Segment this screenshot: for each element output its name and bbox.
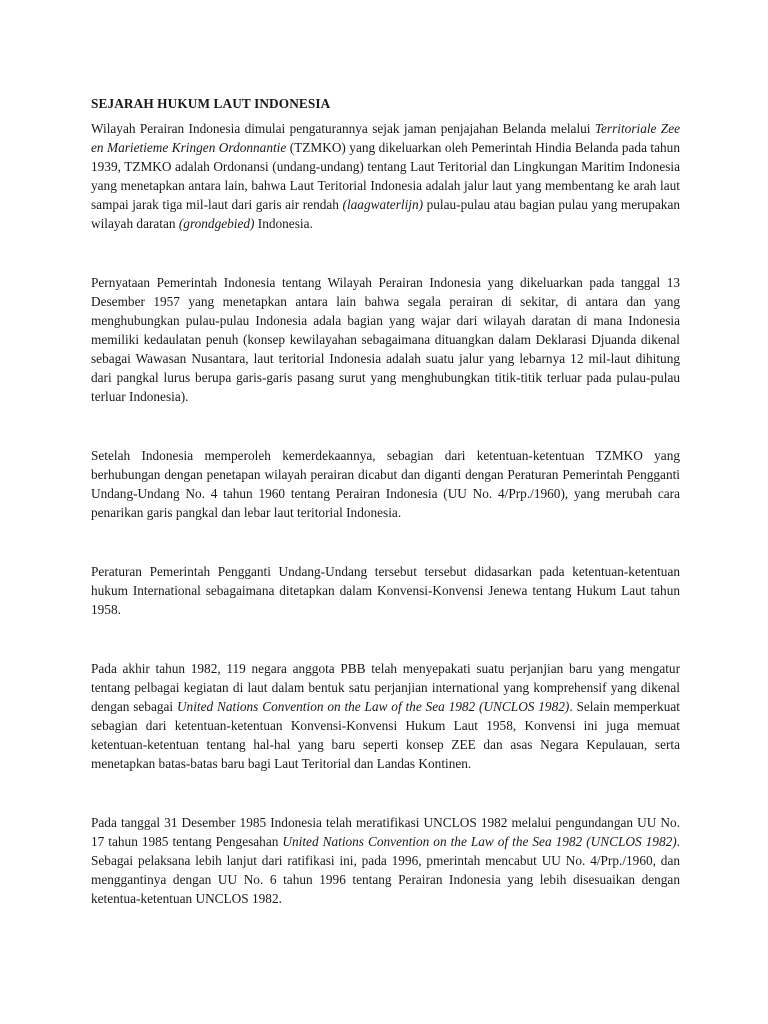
text-segment: Peraturan Pemerintah Pengganti Undang-Undang tersebut tersebut didasarkan pada ketentuan-ketentuan hukum International sebagaimana ditetapkan dalam Konvensi-Konvensi Jenewa tentang Hukum Laut tahun 1958.	[91, 564, 680, 617]
text-segment: Indonesia.	[254, 216, 313, 231]
document-body	[91, 119, 680, 908]
text-segment: Wilayah Perairan Indonesia dimulai pengaturannya sejak jaman penjajahan Belanda melalui	[91, 121, 595, 136]
text-segment: Setelah Indonesia memperoleh kemerdekaannya, sebagian dari ketentuan-ketentuan TZMKO yang berhubungan dengan penetapan wilayah perairan dicabut dan diganti dengan Peraturan Pemerintah Pengganti Undang-Undang No. 4 tahun 1960 tentang Perairan Indonesia (UU No. 4/Prp./1960), yang merubah cara penarikan garis pangkal dan lebar laut teritorial Indonesia.	[91, 448, 680, 520]
paragraph-1	[91, 119, 680, 233]
paragraph-spacer	[91, 406, 680, 446]
italic-term: (grondgebied)	[178, 216, 255, 231]
paragraph-spacer	[91, 233, 680, 273]
paragraph-spacer	[91, 522, 680, 562]
text-segment: . Sebagai pelaksana lebih lanjut dari ratifikasi ini, pada 1996, pmerintah mencabut UU No. 4/Prp./1960, dan menggantinya dengan UU No. 6 tahun 1996 tentang Perairan Indonesia yang lebih disesuaikan dengan ketentua-ketentuan UNCLOS 1982.	[91, 834, 680, 906]
text-segment: (TZMKO) yang dikeluarkan oleh Pemerintah Hindia Belanda pada tahun 1939, TZMKO adalah Ordonansi (undang-undang) tentang Laut Teritorial dan Lingkungan Maritim Indonesia yang menetapkan antara lain, bahwa Laut Teritorial Indonesia adalah jalur laut yang membentang ke arah laut sampai jarak tiga mil-laut dari garis air rendah	[91, 140, 680, 212]
paragraph-5	[91, 659, 680, 773]
italic-term: United Nations Convention on the Law of the Sea 1982 (UNCLOS 1982)	[282, 834, 677, 849]
text-segment: . Selain memperkuat sebagian dari ketentuan-ketentuan Konvensi-Konvensi Hukum Laut 1958, Konvensi ini juga memuat ketentuan-ketentuan tentang hal-hal yang baru seperti konsep ZEE dan asas Negara Kepulauan, serta menetapkan batas-batas baru bagi Laut Teritorial dan Landas Kontinen.	[91, 699, 681, 771]
paragraph-3	[91, 446, 680, 522]
paragraph-4	[91, 562, 680, 619]
text-segment: pulau-pulau atau bagian pulau yang merupakan wilayah daratan	[91, 197, 680, 231]
paragraph-spacer	[91, 773, 680, 813]
paragraph-6	[91, 813, 680, 908]
text-segment: Pada tanggal 31 Desember 1985 Indonesia telah meratifikasi UNCLOS 1982 melalui pengundangan UU No. 17 tahun 1985 tentang Pengesahan	[91, 815, 680, 849]
paragraph-spacer	[91, 619, 680, 659]
italic-term: Territoriale Zee en Marietieme Kringen Ordonnantie	[91, 121, 680, 155]
italic-term: United Nations Convention on the Law of the Sea 1982 (UNCLOS 1982)	[176, 699, 570, 714]
text-segment: Pernyataan Pemerintah Indonesia tentang Wilayah Perairan Indonesia yang dikeluarkan pada tanggal 13 Desember 1957 yang menetapkan antara lain bahwa segala perairan di sekitar, di antara dan yang menghubungkan pulau-pulau Indonesia adala bagian yang wajar dari wilayah daratan di mana Indonesia memiliki kedaulatan penuh (konsep kewilayahan sebagaimana dituangkan dalam Deklarasi Djuanda dikenal sebagai Wawasan Nusantara, laut teritorial Indonesia adalah suatu jalur yang lebarnya 12 mil-laut dihitung dari pangkal lurus berupa garis-garis pasang surut yang menghubungkan titik-titik terluar pada pulau-pulau terluar Indonesia).	[91, 275, 680, 404]
paragraph-2	[91, 273, 680, 406]
italic-term: (laagwaterlijn)	[342, 197, 424, 212]
document-title: SEJARAH HUKUM LAUT INDONESIA	[91, 96, 331, 111]
text-segment: Pada akhir tahun 1982, 119 negara anggota PBB telah menyepakati suatu perjanjian baru yang mengatur tentang pelbagai kegiatan di laut dalam bentuk satu perjanjian international yang komprehensif yang dikenal dengan sebagai	[91, 661, 680, 714]
